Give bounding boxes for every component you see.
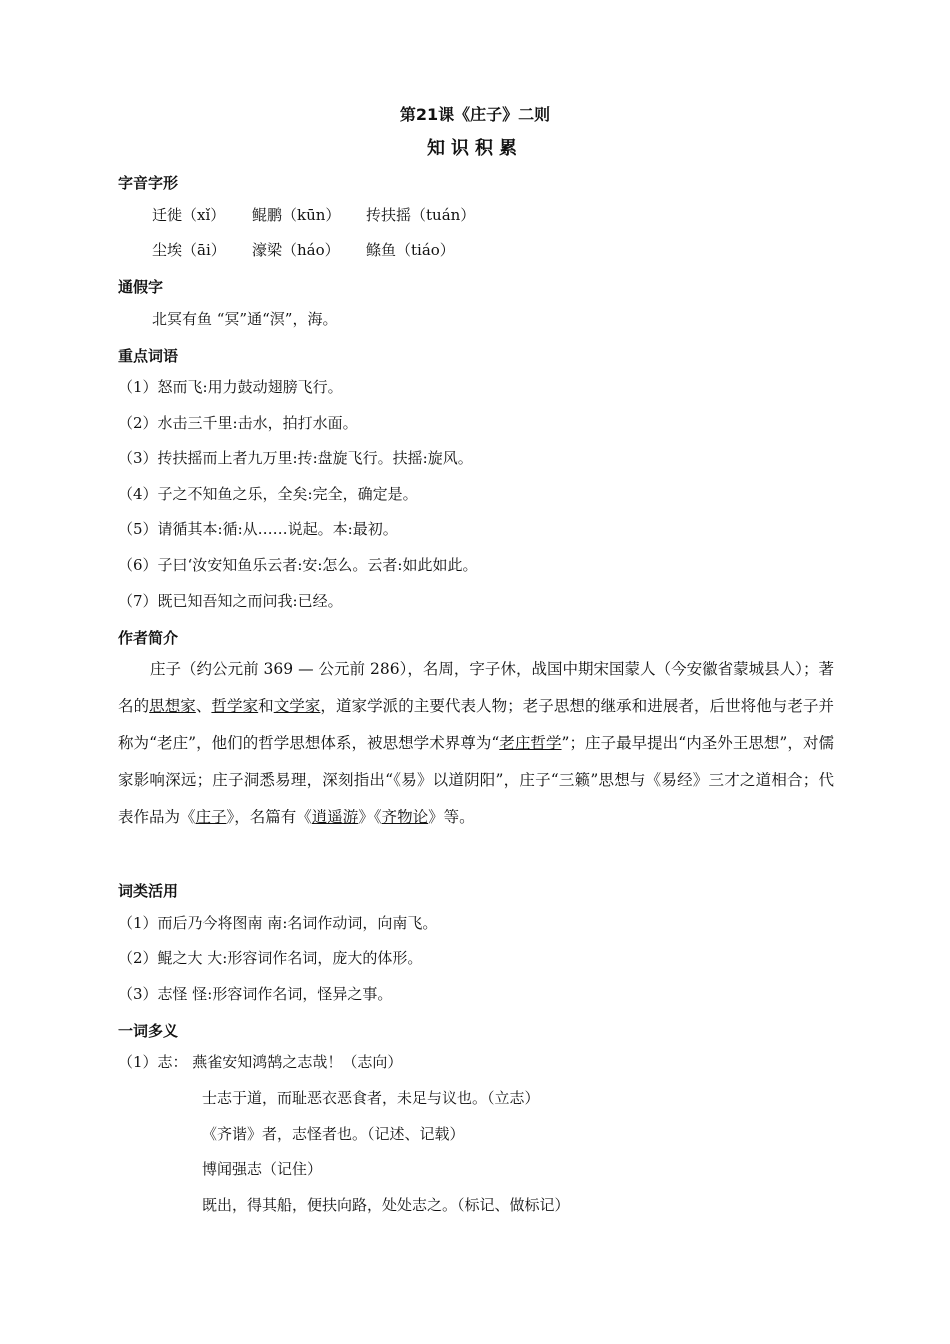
author-term: 哲学家 — [211, 697, 259, 715]
author-text: 庄子（约公元前 369 — 公元前 286），名周，字子休，战国中期宋国蒙人（今安徽省蒙城县人）；著名的 — [118, 660, 834, 715]
author-text: ”；庄子最早提出“内圣外王思想”，对儒家影响深远；庄子洞悉易理，深刻指出“《易》以道阴阳”，庄子“三籁”思想与《易经》三才之道相合；代表作品为《 — [118, 734, 834, 826]
heading-pronunciation: 字音字形 — [118, 174, 179, 192]
pron-item: 鲲鹏（kūn） — [252, 206, 341, 224]
word-class-item: （1）而后乃今将图南 南:名词作动词，向南飞。 — [118, 914, 438, 932]
polysemy-item: 博闻强志（记住） — [202, 1160, 323, 1178]
author-term: 齐物论 — [381, 808, 429, 826]
author-term: 老庄哲学 — [499, 734, 562, 752]
author-term: 庄子 — [195, 808, 227, 826]
author-term: 逍遥游 — [311, 808, 359, 826]
tongjia-line: 北冥有鱼 “冥”通“溟”，海。 — [152, 310, 338, 328]
key-word-item: （2）水击三千里:击水，拍打水面。 — [118, 414, 358, 432]
author-text: ，道家学派的主要代表人物；老子思想的继承和进展者，后世将他与老子并称为“老庄”，他们的哲学思想体系，被思想学术界尊为“ — [118, 697, 834, 752]
section-title: 知识积累 — [427, 138, 523, 159]
word-class-item: （3）志怪 怪:形容词作名词，怪异之事。 — [118, 985, 393, 1003]
pron-item: 鲦鱼（tiáo） — [366, 241, 455, 259]
author-text: 、 — [195, 697, 212, 715]
key-word-item: （7）既已知吾知之而问我:已经。 — [118, 592, 343, 610]
key-word-item: （3）抟扶摇而上者九万里:抟:盘旋飞行。扶摇:旋风。 — [118, 449, 473, 467]
heading-author: 作者简介 — [118, 629, 179, 647]
author-term: 文学家 — [273, 697, 321, 715]
lesson-title: 第21课《庄子》二则 — [399, 105, 551, 124]
polysemy-item: 士志于道，而耻恶衣恶食者，未足与议也。（立志） — [202, 1089, 540, 1107]
key-word-item: （4）子之不知鱼之乐，全矣:完全，确定是。 — [118, 485, 418, 503]
polysemy-item: 《齐谐》者，志怪者也。（记述、记载） — [202, 1125, 465, 1143]
author-text: 和 — [258, 697, 274, 715]
heading-key-words: 重点词语 — [118, 347, 179, 365]
heading-polysemy: 一词多义 — [118, 1022, 179, 1040]
polysemy-item: （1）志： 燕雀安知鸿鹄之志哉！（志向） — [118, 1053, 403, 1071]
heading-word-class: 词类活用 — [118, 882, 179, 900]
heading-tongjia: 通假字 — [118, 278, 164, 296]
polysemy-item: 既出，得其船，便扶向路，处处志之。（标记、做标记） — [202, 1196, 570, 1214]
author-text: 》《 — [358, 808, 382, 826]
pron-item: 尘埃（āi） — [152, 241, 226, 259]
author-term: 思想家 — [149, 697, 196, 715]
author-text: 》，名篇有《 — [226, 808, 312, 826]
key-word-item: （6）子曰‘汝安知鱼乐云者:安:怎么。云者:如此如此。 — [118, 556, 478, 574]
key-word-item: （1）怒而飞:用力鼓动翅膀飞行。 — [118, 378, 343, 396]
author-text: 》等。 — [428, 808, 475, 826]
pron-item: 濠梁（háo） — [252, 241, 340, 259]
pron-item: 抟扶摇（tuán） — [366, 206, 476, 224]
author-paragraph — [118, 651, 834, 836]
key-word-item: （5）请循其本:循:从……说起。本:最初。 — [118, 520, 398, 538]
word-class-item: （2）鲲之大 大:形容词作名词，庞大的体形。 — [118, 949, 423, 967]
pron-item: 迁徙（xǐ） — [152, 206, 226, 224]
